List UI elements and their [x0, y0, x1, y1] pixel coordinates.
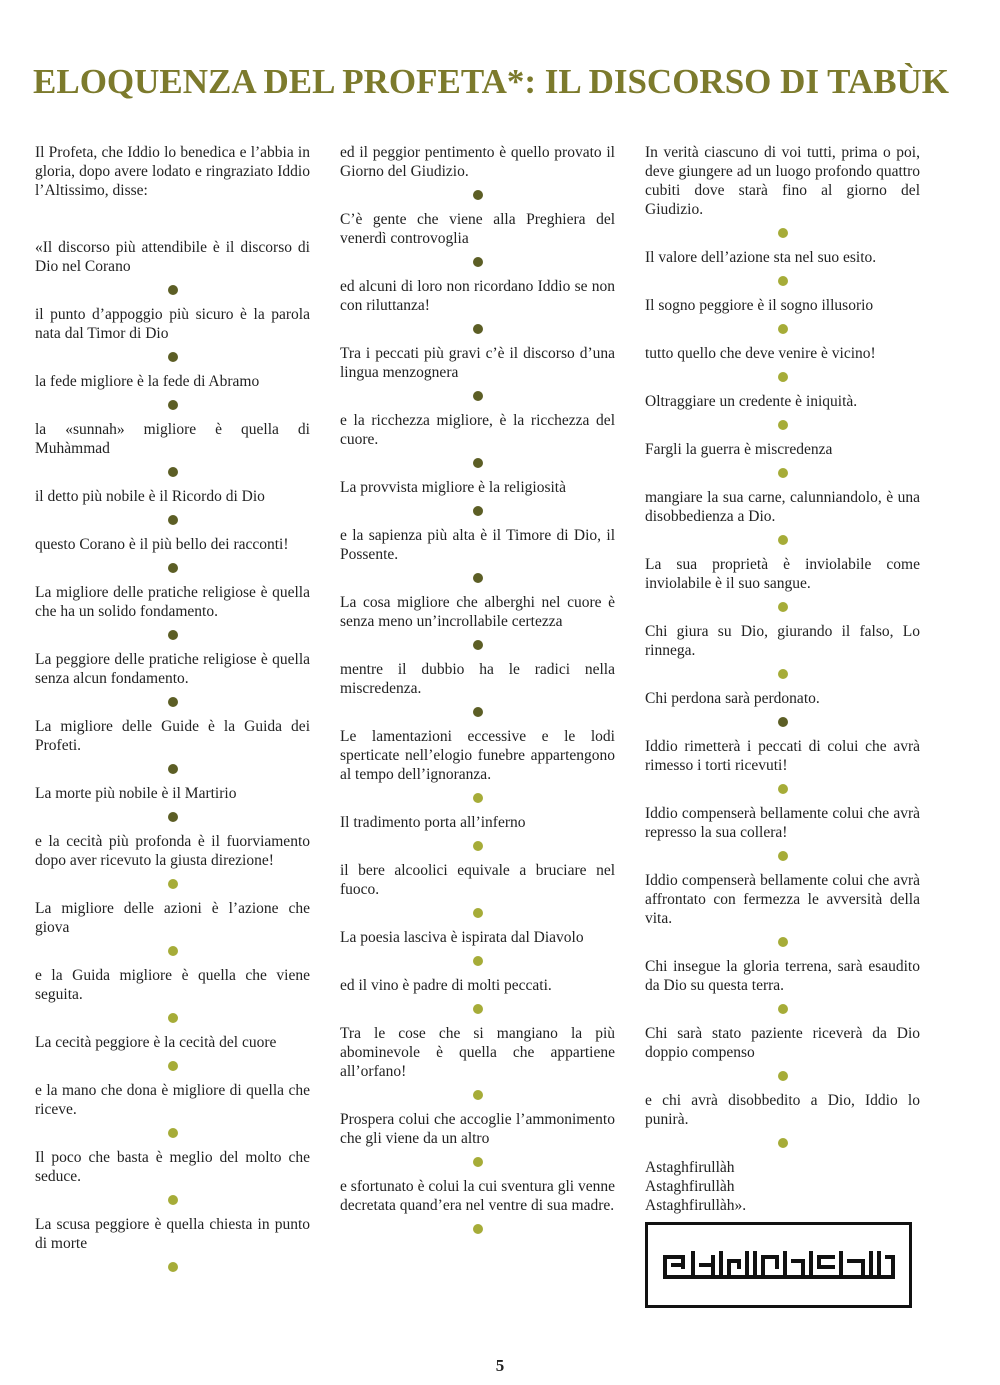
paragraph: il punto d’appoggio più sicuro è la parola nata dal Timor di Dio [35, 306, 310, 342]
bullet-dot [168, 879, 178, 889]
paragraph: Le lamentazioni eccessive e le lodi sperticate nell’elogio funebre appartengono al tempo dell’ignoranza. [340, 728, 615, 783]
bullet-dot [473, 1004, 483, 1014]
paragraph: ed il vino è padre di molti peccati. [340, 977, 552, 994]
bullet-dot [168, 400, 178, 410]
paragraph: Il sogno peggiore è il sogno illusorio [645, 297, 874, 314]
bullet-dot [168, 1128, 178, 1138]
paragraph: «Il discorso più attendibile è il discorso di Dio nel Corano [35, 239, 310, 275]
paragraph: mentre il dubbio ha le radici nella miscredenza. [340, 661, 615, 697]
paragraph: Chi sarà stato paziente riceverà da Dio doppio compenso [645, 1025, 920, 1061]
bullet-dot [473, 707, 483, 717]
paragraph: Chi giura su Dio, giurando il falso, Lo rinnega. [645, 623, 920, 659]
paragraph: Il Profeta, che Iddio lo benedica e l’abbia in gloria, dopo avere lodato e ringraziato Iddio l’Altissimo, disse: [35, 144, 310, 199]
bullet-dot [778, 937, 788, 947]
paragraph: Il tradimento porta all’inferno [340, 814, 526, 831]
paragraph: Iddio rimetterà i peccati di colui che avrà rimesso i torti ricevuti! [645, 738, 920, 774]
paragraph: questo Corano è il più bello dei racconti! [35, 536, 289, 553]
bullet-dot [778, 669, 788, 679]
paragraph: la fede migliore è la fede di Abramo [35, 373, 260, 390]
paragraph: La cosa migliore che alberghi nel cuore è senza meno un’incrollabile certezza [340, 594, 615, 630]
paragraph: La peggiore delle pratiche religiose è quella senza alcun fondamento. [35, 651, 310, 687]
paragraph: il detto più nobile è il Ricordo di Dio [35, 488, 265, 505]
bullet-dot [778, 784, 788, 794]
bullet-dot [473, 908, 483, 918]
bullet-dot [168, 352, 178, 362]
paragraph: Fargli la guerra è miscredenza [645, 441, 833, 458]
paragraph: ed alcuni di loro non ricordano Iddio se non con riluttanza! [340, 278, 615, 314]
paragraph-closing: Astaghfirullàh Astaghfirullàh Astaghfirullàh». [645, 1159, 747, 1214]
bullet-dot [168, 946, 178, 956]
paragraph: La poesia lasciva è ispirata dal Diavolo [340, 929, 584, 946]
paragraph: ed il peggior pentimento è quello provato il Giorno del Giudizio. [340, 144, 615, 180]
bullet-dot [473, 458, 483, 468]
paragraph: e la ricchezza migliore, è la ricchezza del cuore. [340, 412, 615, 448]
paragraph: C’è gente che viene alla Preghiera del venerdì controvoglia [340, 211, 615, 247]
bullet-dot [473, 506, 483, 516]
bullet-dot [168, 1262, 178, 1272]
paragraph: La morte più nobile è il Martirio [35, 785, 237, 802]
bullet-dot [168, 1195, 178, 1205]
text-column-2 [340, 143, 615, 1244]
bullet-dot [473, 1224, 483, 1234]
paragraph: e la Guida migliore è quella che viene seguita. [35, 967, 310, 1003]
paragraph: La sua proprietà è inviolabile come inviolabile è il suo sangue. [645, 556, 920, 592]
paragraph: Il valore dell’azione sta nel suo esito. [645, 249, 877, 266]
bullet-dot [473, 956, 483, 966]
bullet-dot [168, 563, 178, 573]
bullet-dot [473, 841, 483, 851]
bullet-dot [473, 573, 483, 583]
paragraph: La provvista migliore è la religiosità [340, 479, 566, 496]
bullet-dot [778, 717, 788, 727]
paragraph: La migliore delle azioni è l’azione che giova [35, 900, 310, 936]
bullet-dot [168, 764, 178, 774]
paragraph: In verità ciascuno di voi tutti, prima o poi, deve giungere ad un luogo profondo quattro cubiti dove starà fino al giorno del Giudizio. [645, 144, 920, 218]
bullet-dot [168, 467, 178, 477]
bullet-dot [473, 1090, 483, 1100]
paragraph: La scusa peggiore è quella chiesta in punto di morte [35, 1216, 310, 1252]
paragraph: La cecità peggiore è la cecità del cuore [35, 1034, 277, 1051]
bullet-dot [778, 420, 788, 430]
paragraph: Chi perdona sarà perdonato. [645, 690, 820, 707]
bullet-dot [778, 372, 788, 382]
kufic-calligraphy [659, 1245, 899, 1285]
bullet-dot [778, 324, 788, 334]
paragraph: il bere alcoolici equivale a bruciare nel fuoco. [340, 862, 615, 898]
paragraph: tutto quello che deve venire è vicino! [645, 345, 876, 362]
paragraph: Tra i peccati più gravi c’è il discorso d’una lingua menzognera [340, 345, 615, 381]
paragraph: La migliore delle pratiche religiose è quella che ha un solido fondamento. [35, 584, 310, 620]
paragraph: Oltraggiare un credente è iniquità. [645, 393, 858, 410]
bullet-dot [473, 1157, 483, 1167]
paragraph: e la sapienza più alta è il Timore di Dio, il Possente. [340, 527, 615, 563]
paragraph: Il poco che basta è meglio del molto che seduce. [35, 1149, 310, 1185]
bullet-dot [473, 640, 483, 650]
text-column-3 [645, 143, 920, 1215]
paragraph: Chi insegue la gloria terrena, sarà esaudito da Dio su questa terra. [645, 958, 920, 994]
bullet-dot [168, 285, 178, 295]
paragraph: la «sunnah» migliore è quella di Muhàmmad [35, 421, 310, 457]
bullet-dot [473, 324, 483, 334]
paragraph: Iddio compenserà bellamente colui che avrà represso la sua collera! [645, 805, 920, 841]
paragraph: e la mano che dona è migliore di quella che riceve. [35, 1082, 310, 1118]
paragraph: Prospera colui che accoglie l’ammonimento che gli viene da un altro [340, 1111, 615, 1147]
bullet-dot [168, 630, 178, 640]
bullet-dot [778, 276, 788, 286]
bullet-dot [168, 697, 178, 707]
bullet-dot [168, 1013, 178, 1023]
bullet-dot [473, 391, 483, 401]
bullet-dot [473, 793, 483, 803]
bullet-dot [778, 468, 788, 478]
page-number: 5 [495, 1356, 505, 1375]
text-column-1 [35, 143, 310, 1282]
bullet-dot [778, 602, 788, 612]
paragraph: e chi avrà disobbedito a Dio, Iddio lo punirà. [645, 1092, 920, 1128]
bullet-dot [778, 535, 788, 545]
paragraph: La migliore delle Guide è la Guida dei Profeti. [35, 718, 310, 754]
bullet-dot [473, 190, 483, 200]
bullet-dot [778, 1071, 788, 1081]
paragraph: e la cecità più profonda è il fuorviamento dopo aver ricevuto la giusta direzione! [35, 833, 310, 869]
bullet-dot [778, 1004, 788, 1014]
bullet-dot [473, 257, 483, 267]
bullet-dot [168, 1061, 178, 1071]
calligraphy-box [645, 1222, 912, 1308]
bullet-dot [778, 1138, 788, 1148]
bullet-dot [778, 228, 788, 238]
paragraph: mangiare la sua carne, calunniandolo, è una disobbedienza a Dio. [645, 489, 920, 525]
bullet-dot [168, 812, 178, 822]
bullet-dot [168, 515, 178, 525]
page-title: ELOQUENZA DEL PROFETA*: IL DISCORSO DI TABÙK [33, 62, 950, 101]
paragraph: Tra le cose che si mangiano la più abominevole è quella che appartiene all’orfano! [340, 1025, 615, 1080]
paragraph: e sfortunato è colui la cui sventura gli venne decretata quand’era nel ventre di sua madre. [340, 1178, 615, 1214]
bullet-dot [778, 851, 788, 861]
paragraph: Iddio compenserà bellamente colui che avrà affrontato con fermezza le avversità della vita. [645, 872, 920, 927]
